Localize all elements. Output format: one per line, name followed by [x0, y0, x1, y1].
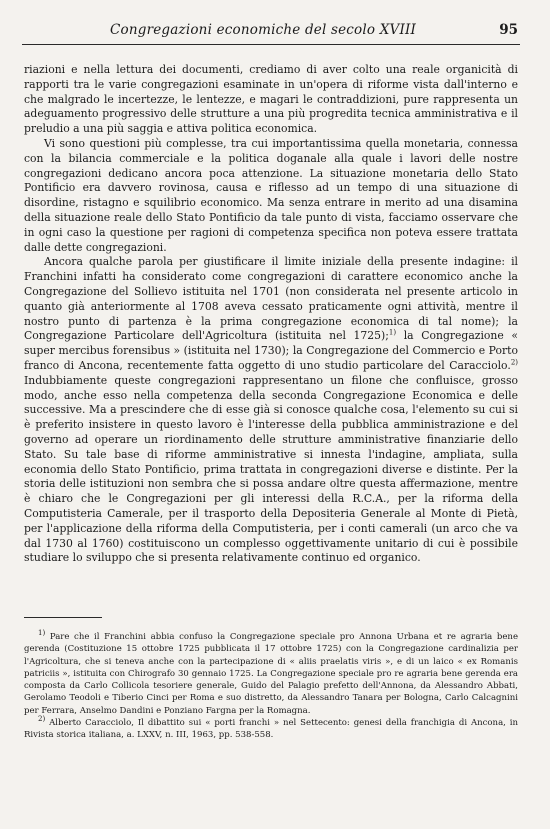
- footnote: [24, 631, 518, 717]
- footnote-mark: 2): [38, 715, 46, 724]
- footnote-mark: 1): [38, 629, 46, 638]
- paragraph: Vi sono questioni più complesse, tra cui importantissima quella monetaria, connessa con la bilancia commerciale e la politica doganale alla quale i lavori delle nostre congregazioni dedicano ancora poca attenzione. La situazione monetaria dello Stato Pontificio era davvero rovinosa, causa e riflesso ad un tempo di una situazione di disordine, ristagno e squilibrio economico. Ma senza entrare in merito ad una disamina della situazione reale dello Stato Pontificio da tale punto di vista, facciamo osservare che in ogni caso la questione per ragioni di competenza specifica non poteva essere trattata dalle dette congregazioni.: [24, 136, 518, 254]
- paragraph: [24, 255, 518, 566]
- running-title: Congregazioni economiche del secolo XVIII: [110, 22, 417, 38]
- paragraph-text: Indubbiamente queste congregazioni rappresentano un filone che confluisce, grosso modo, anche esso nella competenza della seconda Congregazione Economica e delle successive. Ma a prescindere che di esse già si conosce qualche cosa, l'elemento su cui si è preferito insistere in questo lavoro è l'interesse della pubblica amministrazione e del governo ad operare un riordinamento delle strutture amministrative finanziarie dello Stato. Su tale base di riforme amministrative si innesta l'indagine, ampliata, sulla economia dello Stato Pontificio, prima trattata in congregazioni diverse e distinte. Per la storia delle istituzioni non sembra che si possa andare oltre questa affermazione, mentre è chiaro che le Congregazioni per gli interessi della R.C.A., per la riforma della Computisteria Camerale, per il trasporto della Depositeria Generale al Monte di Pietà, per l'applicazione della riforma della Computisteria, per i conti camerali (un arco che va dal 1730 al 1760) costituiscono un complesso oggettivamente unitario di cui è possibile studiare lo sviluppo che si presenta relativamente continuo ed organico.: [24, 373, 518, 565]
- running-header: [22, 22, 520, 45]
- paragraph: riazioni e nella lettura dei documenti, crediamo di aver colto una reale organicità di rapporti tra le varie congregazioni esaminate in un'opera di riforme vista dall'interno e che malgrado le incertezze, le lentezze, e magari le contraddizioni, pure rappresenta un adeguamento progressivo delle strutture a una più progredita tecnica amministrativa e il preludio a una più saggia e attiva politica economica.: [24, 63, 518, 136]
- footnote-separator: [24, 617, 102, 618]
- page-number: 95: [499, 22, 518, 38]
- footnote-ref: 1): [388, 328, 397, 337]
- paragraph-text: la Congregazione « super mercibus forensibus » (istituita nel 1730); la Congregazione del Commercio e Porto franco di Ancona, recentemente fatta oggetto di uno studio particolare del Caracciolo.: [24, 329, 518, 372]
- footnotes: [24, 631, 518, 742]
- footnote-ref: 2): [510, 358, 518, 367]
- main-text: [24, 63, 518, 566]
- paragraph-text: Ancora qualche parola per giustificare il limite iniziale della presente indagine: il Franchini infatti ha considerato come congregazioni di carattere economico anche la Congregazione del Sollievo istituita nel 1701 (non considerata nel presente articolo in quanto già anteriormente al 1708 aveva cessato praticamente ogni attività, mentre il nostro punto di partenza è la prima congregazione economica di tal nome); la Congregazione Particolare dell'Agricoltura (istituita nel 1725);: [24, 255, 518, 343]
- footnote-text: Alberto Caracciolo, Il dibattito sui « porti franchi » nel Settecento: genesi della franchigia di Ancona, in Rivista storica italiana, a. LXXV, n. III, 1963, pp. 538-558.: [24, 718, 519, 741]
- footnote-text: Pare che il Franchini abbia confuso la Congregazione speciale pro Annona Urbana et re agraria bene gerenda (Costituzione 15 ottobre 1725 pubblicata il 17 ottobre 1725) con la Congregazione cardinalizia per l'Agricoltura, che si teneva anche con la partecipazione di « aliis praelatis viris », e di un laico « ex Romanis patriciis », istituita con Chirografo 30 gennaio 1725. La Congregazione speciale pro re agraria bene gerenda era composta da Carlo Collicola tesoriere generale, Guido del Palagio prefetto dell'Annona, da Alessandro Abbati, Gerolamo Teodoli e Tiberio Cinci per Roma e suo distretto, da Alessandro Tanara per Bologna, Carlo Calcagnini per Ferrara, Anselmo Dandini e Ponziano Fargna per la Romagna.: [24, 632, 518, 716]
- footnote: [24, 717, 518, 742]
